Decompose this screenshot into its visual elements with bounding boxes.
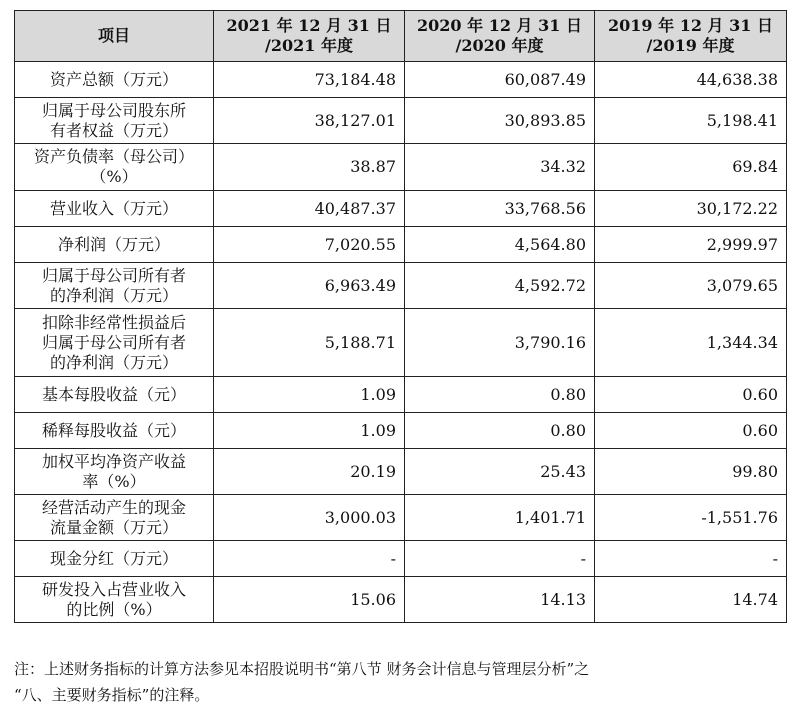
header-2019-line1: 2019 年 12 月 31 日 [608, 16, 773, 35]
cell-2020: 4,564.80 [405, 227, 595, 263]
cell-2019: 1,344.34 [595, 309, 787, 377]
header-2019 [595, 11, 787, 62]
row-label-line: 归属于母公司所有者 [41, 265, 186, 285]
table-row [15, 98, 787, 144]
cell-2020: 30,893.85 [405, 98, 595, 144]
cell-2021: 6,963.49 [214, 263, 405, 309]
cell-2020: 60,087.49 [405, 62, 595, 98]
cell-2021: 15.06 [214, 577, 405, 623]
footnote-line-2: “八、主要财务指标”的注释。 [14, 686, 210, 704]
table-row [15, 62, 787, 98]
table-row [15, 495, 787, 541]
header-2021 [214, 11, 405, 62]
cell-2020: 0.80 [405, 413, 595, 449]
table-row [15, 309, 787, 377]
header-2021-line2: /2021 年度 [265, 36, 353, 55]
cell-2019: 5,198.41 [595, 98, 787, 144]
cell-2020: 3,790.16 [405, 309, 595, 377]
table-row [15, 191, 787, 227]
cell-2019: 69.84 [595, 144, 787, 191]
cell-2021: 3,000.03 [214, 495, 405, 541]
row-label-line: 扣除非经常性损益后 [41, 312, 186, 332]
cell-2020: 0.80 [405, 377, 595, 413]
cell-2019: 3,079.65 [595, 263, 787, 309]
cell-2020: 1,401.71 [405, 495, 595, 541]
cell-2019: 99.80 [595, 449, 787, 495]
table-row [15, 577, 787, 623]
header-2020-line1: 2020 年 12 月 31 日 [417, 16, 582, 35]
cell-2019: 2,999.97 [595, 227, 787, 263]
header-2020 [405, 11, 595, 62]
cell-2020: 34.32 [405, 144, 595, 191]
footnote [14, 656, 786, 708]
row-label-line: 净利润（万元） [57, 234, 170, 254]
cell-2021: 20.19 [214, 449, 405, 495]
row-label-line: （%） [90, 167, 138, 186]
financial-indicators-table [14, 10, 787, 623]
cell-2019: 14.74 [595, 577, 787, 623]
row-label [15, 263, 214, 309]
cell-2019: 44,638.38 [595, 62, 787, 98]
row-label [15, 495, 214, 541]
row-label [15, 227, 214, 263]
row-label-line: 基本每股收益（元） [41, 384, 186, 404]
cell-2021: 1.09 [214, 377, 405, 413]
footnote-line-1: 注：上述财务指标的计算方法参见本招股说明书“第八节 财务会计信息与管理层分析”之 [14, 660, 590, 678]
cell-2020: 4,592.72 [405, 263, 595, 309]
cell-2019: 0.60 [595, 413, 787, 449]
table-row [15, 449, 787, 495]
table-row [15, 413, 787, 449]
header-2020-line2: /2020 年度 [455, 36, 544, 55]
row-label-line: 研发投入占营业收入 [41, 579, 186, 599]
cell-2021: - [214, 541, 405, 577]
row-label-line: 资产总额（万元） [49, 69, 178, 89]
row-label [15, 191, 214, 227]
row-label-line: 归属于母公司所有者 [41, 332, 186, 352]
row-label [15, 413, 214, 449]
table-row [15, 263, 787, 309]
row-label [15, 98, 214, 144]
table-row [15, 377, 787, 413]
row-label-line: 的净利润（万元） [49, 285, 178, 305]
cell-2021: 5,188.71 [214, 309, 405, 377]
row-label-line: 归属于母公司股东所 [41, 100, 186, 120]
cell-2020: 25.43 [405, 449, 595, 495]
cell-2019: -1,551.76 [595, 495, 787, 541]
table-body [15, 62, 787, 623]
cell-2021: 73,184.48 [214, 62, 405, 98]
row-label-line: 稀释每股收益（元） [41, 420, 186, 440]
cell-2021: 7,020.55 [214, 227, 405, 263]
row-label [15, 541, 214, 577]
table-row [15, 227, 787, 263]
header-2019-line2: /2019 年度 [646, 36, 735, 55]
cell-2019: 0.60 [595, 377, 787, 413]
cell-2021: 38.87 [214, 144, 405, 191]
table-row [15, 144, 787, 191]
row-label-line: 经营活动产生的现金 [41, 497, 186, 517]
row-label [15, 577, 214, 623]
header-row [15, 11, 787, 62]
row-label-line: 有者权益（万元） [49, 120, 178, 140]
cell-2021: 40,487.37 [214, 191, 405, 227]
header-item: 项目 [15, 11, 214, 62]
cell-2020: 33,768.56 [405, 191, 595, 227]
row-label-line: 营业收入（万元） [49, 198, 178, 218]
row-label [15, 62, 214, 98]
row-label [15, 309, 214, 377]
cell-2021: 38,127.01 [214, 98, 405, 144]
row-label-line: 现金分红（万元） [49, 548, 178, 568]
header-2021-line1: 2021 年 12 月 31 日 [226, 16, 392, 35]
row-label-line: 率（%） [82, 471, 146, 491]
cell-2019: 30,172.22 [595, 191, 787, 227]
row-label [15, 377, 214, 413]
row-label-line: 的净利润（万元） [49, 352, 178, 372]
table-header [15, 11, 787, 62]
cell-2021: 1.09 [214, 413, 405, 449]
cell-2020: - [405, 541, 595, 577]
cell-2020: 14.13 [405, 577, 595, 623]
row-label [15, 144, 214, 191]
row-label-line: 加权平均净资产收益 [41, 451, 186, 471]
cell-2019: - [595, 541, 787, 577]
row-label [15, 449, 214, 495]
row-label-line: 流量金额（万元） [49, 517, 178, 537]
table-row [15, 541, 787, 577]
row-label-line: 的比例（%） [66, 599, 162, 619]
row-label-line: 资产负债率（母公司） [33, 147, 194, 166]
